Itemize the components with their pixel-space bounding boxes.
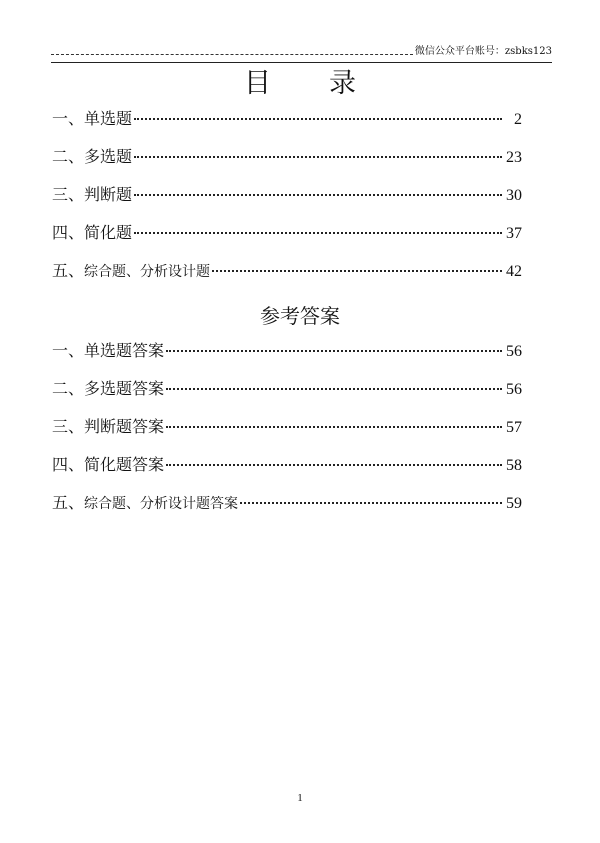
answers-entry-number: 五、 xyxy=(52,493,85,512)
answers-entry-page: 56 xyxy=(506,343,522,360)
toc-entry-label: 判断题 xyxy=(84,185,133,204)
answers-entry-number: 一、 xyxy=(52,341,85,360)
answers-entry[interactable] xyxy=(52,452,522,490)
answers-entry-page: 59 xyxy=(506,495,522,512)
toc-entry-label: 单选题 xyxy=(84,109,133,128)
answers-entry-label: 简化题答案 xyxy=(84,455,165,474)
toc-entry-label: 综合题、分析设计题 xyxy=(84,264,211,280)
dot-leader xyxy=(166,388,502,390)
toc-entry-label: 多选题 xyxy=(84,147,133,166)
dot-leader xyxy=(134,232,502,234)
answers-entry-label: 单选题答案 xyxy=(84,341,165,360)
toc-entry-label: 简化题 xyxy=(84,223,133,242)
toc-entry-page: 37 xyxy=(506,225,522,242)
toc-entry[interactable] xyxy=(52,220,522,258)
toc-entry[interactable] xyxy=(52,106,522,144)
answers-entry-page: 56 xyxy=(506,381,522,398)
page-title xyxy=(0,66,600,102)
toc-entry[interactable] xyxy=(52,182,522,220)
answers-entry-number: 三、 xyxy=(52,417,85,436)
toc-entry-page: 23 xyxy=(506,149,522,166)
title-char-right: 录 xyxy=(329,68,356,99)
answers-toc-list xyxy=(52,338,522,528)
toc-entry-number: 四、 xyxy=(52,223,85,242)
dot-leader xyxy=(166,350,502,352)
header-rule xyxy=(51,62,552,63)
toc-entry[interactable] xyxy=(52,144,522,182)
toc-entry-number: 三、 xyxy=(52,185,85,204)
dot-leader xyxy=(166,426,502,428)
dot-leader xyxy=(134,156,502,158)
answers-entry-number: 二、 xyxy=(52,379,85,398)
dot-leader xyxy=(240,502,502,504)
answers-entry[interactable] xyxy=(52,338,522,376)
toc-entry-number: 五、 xyxy=(52,261,85,280)
answers-entry[interactable] xyxy=(52,490,522,528)
toc-entry-page: 42 xyxy=(506,263,522,280)
answers-entry-page: 57 xyxy=(506,419,522,436)
header-account-text: 微信公众平台账号：zsbks123 xyxy=(414,46,552,57)
answers-entry[interactable] xyxy=(52,376,522,414)
page-header xyxy=(51,46,552,58)
toc-entry-page: 30 xyxy=(506,187,522,204)
answers-entry-label: 判断题答案 xyxy=(84,417,165,436)
footer-page-number: 1 xyxy=(297,792,303,804)
dot-leader xyxy=(212,270,502,272)
toc-entry-page: 2 xyxy=(514,111,522,128)
answers-entry-label: 多选题答案 xyxy=(84,379,165,398)
toc-entry[interactable] xyxy=(52,258,522,296)
answers-section-title: 参考答案 xyxy=(260,304,340,328)
dot-leader xyxy=(166,464,502,466)
header-dashed-line xyxy=(51,46,413,55)
title-char-left: 目 xyxy=(244,68,271,99)
toc-list xyxy=(52,106,522,296)
toc-entry-number: 一、 xyxy=(52,109,85,128)
answers-entry-label: 综合题、分析设计题答案 xyxy=(84,496,239,512)
answers-entry[interactable] xyxy=(52,414,522,452)
dot-leader xyxy=(134,118,502,120)
answers-entry-number: 四、 xyxy=(52,455,85,474)
answers-entry-page: 58 xyxy=(506,457,522,474)
toc-entry-number: 二、 xyxy=(52,147,85,166)
dot-leader xyxy=(134,194,502,196)
